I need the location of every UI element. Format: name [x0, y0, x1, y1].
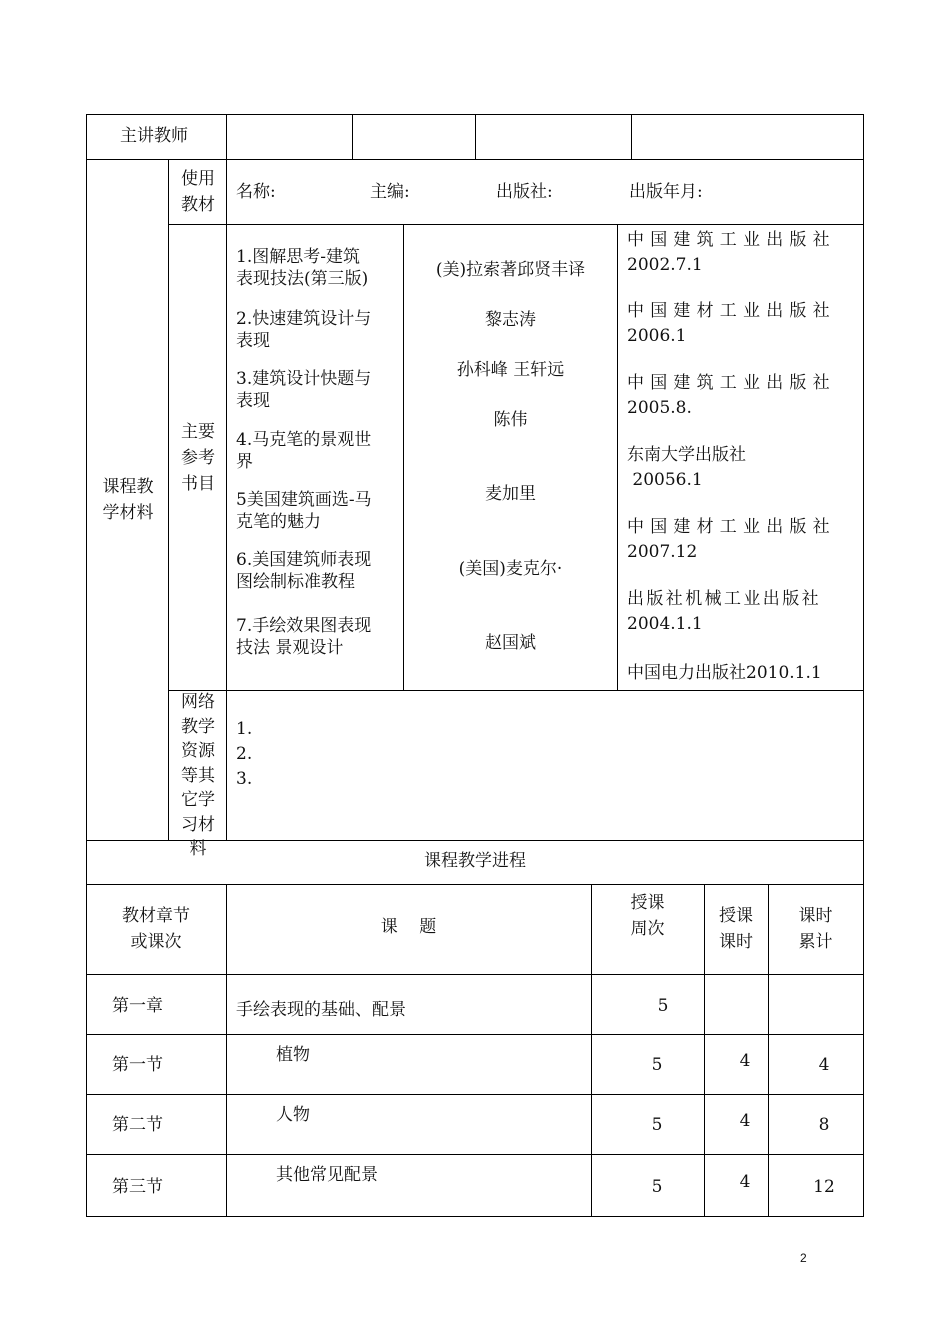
list-item: 5美国建筑画选-马 克笔的魅力: [236, 490, 372, 532]
textbook-name-field: 名称:: [236, 182, 276, 202]
header-topic: 课 题: [380, 917, 437, 937]
week-cell: 5: [657, 996, 669, 1016]
header-cumulative: 课时 累计: [798, 906, 833, 952]
topic-cell: 其他常见配景: [276, 1165, 378, 1185]
chapter-cell: 第一节: [112, 1055, 163, 1075]
list-item: 2.: [236, 744, 253, 764]
textbook-publisher-field: 出版社:: [496, 182, 553, 202]
chapter-cell: 第三节: [112, 1177, 163, 1197]
list-item: 麦加里: [485, 484, 536, 504]
list-item: 中国建筑工业出版社 2005.8.: [627, 373, 836, 418]
cumulative-cell: 4: [818, 1055, 830, 1075]
list-item: 孙科峰 王轩远: [456, 360, 565, 380]
list-item: 4.马克笔的景观世 界: [236, 430, 372, 472]
week-cell: 5: [651, 1115, 663, 1135]
list-item: 中国建筑工业出版社 2002.7.1: [627, 230, 836, 275]
list-item: (美)拉索著邱贤丰译: [435, 260, 586, 280]
cumulative-cell: 8: [818, 1115, 830, 1135]
week-cell: 5: [651, 1177, 663, 1197]
teacher-label: 主讲教师: [120, 126, 188, 146]
list-item: 中国建材工业出版社 2007.12: [627, 517, 836, 562]
list-item: 3.: [236, 769, 253, 789]
list-item: 6.美国建筑师表现 图绘制标准教程: [236, 550, 372, 592]
hours-cell: 4: [739, 1111, 751, 1131]
list-item: (美国)麦克尔·: [458, 559, 563, 579]
list-item: 1.: [236, 719, 253, 739]
list-item: 陈伟: [493, 410, 528, 430]
materials-label: 课程教 学材料: [102, 477, 154, 523]
header-chapter: 教材章节 或课次: [122, 906, 190, 952]
header-week: 授课 周次: [630, 893, 665, 939]
chapter-cell: 第二节: [112, 1115, 163, 1135]
list-item: 出版社机械工业出版社 2004.1.1: [627, 589, 821, 634]
textbook-label: 使用 教材: [181, 169, 215, 215]
topic-cell: 手绘表现的基础、配景: [236, 1000, 406, 1020]
topic-cell: 人物: [276, 1105, 310, 1125]
list-item: 2.快速建筑设计与 表现: [236, 309, 372, 351]
list-item: 1.图解思考-建筑 表现技法(第三版): [236, 247, 369, 289]
cumulative-cell: 12: [813, 1177, 835, 1197]
header-hours: 授课 课时: [719, 906, 753, 952]
references-label: 主要 参考 书目: [181, 422, 215, 494]
list-item: 东南大学出版社 20056.1: [627, 445, 746, 490]
textbook-editor-field: 主编:: [370, 182, 410, 202]
list-item: 中国建材工业出版社 2006.1: [627, 301, 836, 346]
list-item: 3.建筑设计快题与 表现: [236, 369, 372, 411]
page-number: 2: [800, 1251, 807, 1265]
online-resources-label: 网络 教学 资源 等其 它学 习材 料: [181, 692, 215, 859]
week-cell: 5: [651, 1055, 663, 1075]
progress-title: 课程教学进程: [424, 851, 526, 871]
topic-cell: 植物: [276, 1045, 310, 1065]
list-item: 7.手绘效果图表现 技法 景观设计: [236, 616, 372, 658]
list-item: 赵国斌: [485, 633, 536, 653]
hours-cell: 4: [739, 1051, 751, 1071]
hours-cell: 4: [739, 1172, 751, 1192]
list-item: 黎志涛: [485, 310, 536, 330]
online-resources-list: [236, 717, 252, 792]
textbook-date-field: 出版年月:: [629, 182, 703, 202]
chapter-cell: 第一章: [112, 996, 163, 1016]
list-item: 中国电力出版社2010.1.1: [627, 663, 822, 683]
